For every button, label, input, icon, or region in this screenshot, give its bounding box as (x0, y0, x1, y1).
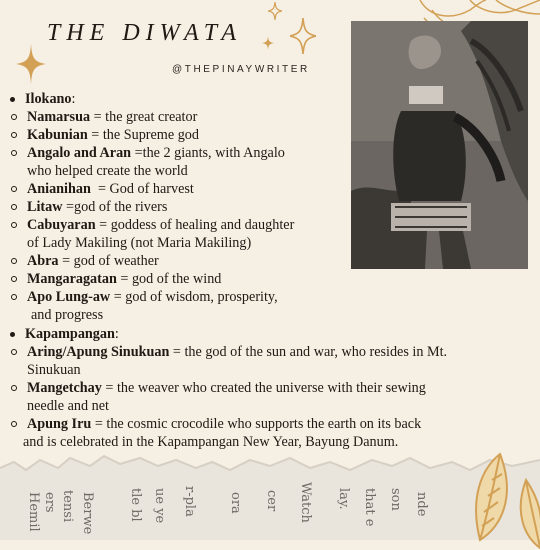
list-item (8, 415, 508, 451)
paper-word: Watch (298, 482, 313, 523)
paper-word: cer (264, 490, 279, 512)
deity-description-continued: and is celebrated in the Kapampangan New Year, Bayung Danum. (23, 434, 399, 450)
list-item (8, 288, 336, 324)
deity-name: Angalo and Aran (27, 145, 132, 161)
author-handle: @THEPINAYWRITER (172, 64, 310, 75)
deity-description: = goddess of healing and daughter (95, 217, 295, 233)
deity-description-continued: of Lady Makiling (not Maria Makiling) (27, 235, 252, 251)
deity-name: Aring/Apung Sinukuan (27, 344, 170, 360)
list-item (8, 379, 508, 415)
page-title: THE DIWATA (47, 20, 242, 46)
sparkle-icon (16, 44, 46, 84)
deity-name: Kabunian (27, 127, 88, 143)
group-heading-colon: : (114, 326, 119, 342)
deity-description: =the 2 giants, with Angalo (131, 145, 285, 161)
deity-name: Namarsua (27, 109, 91, 125)
deity-name: Abra (27, 253, 59, 269)
paper-word: Hemil (26, 492, 41, 532)
group-heading-colon: : (71, 91, 76, 107)
paper-word: ers (42, 492, 57, 513)
list-item (8, 108, 336, 126)
paper-word: son (388, 488, 403, 511)
deity-name: Cabuyaran (27, 217, 96, 233)
group-heading: Ilokano (25, 91, 72, 107)
deity-list (8, 90, 528, 451)
list-item (8, 252, 336, 270)
group-ilokano (8, 90, 528, 324)
deity-description-continued: and progress (31, 307, 104, 323)
list-item (8, 144, 336, 180)
deity-description: = God of harvest (90, 181, 194, 197)
paper-word: ora (228, 492, 243, 514)
group-kapampangan (8, 325, 528, 451)
deity-description-continued: Sinukuan (27, 362, 81, 378)
deity-name: Mangetchay (27, 380, 102, 396)
deity-description: = the weaver who created the universe with their sewing (101, 380, 426, 396)
deity-name: Anianihan (27, 181, 91, 197)
list-item (8, 343, 508, 379)
deity-description: = the cosmic crocodile who supports the earth on its back (91, 416, 422, 432)
deity-description-continued: who helped create the world (27, 163, 188, 179)
newspaper-strip-decoration (0, 452, 540, 540)
paper-word: that e (362, 488, 377, 527)
sparkle-icon (262, 36, 274, 50)
deity-description: = the Supreme god (87, 127, 199, 143)
list-item (8, 198, 336, 216)
deity-name: Apo Lung-aw (27, 289, 111, 305)
deity-description: = god of the wind (116, 271, 222, 287)
deity-description: = the great creator (90, 109, 198, 125)
deity-name: Apung Iru (27, 416, 92, 432)
deity-description: =god of the rivers (62, 199, 168, 215)
deity-description: = the god of the sun and war, who resides in Mt. (169, 344, 448, 360)
paper-word: Berwe (80, 492, 95, 535)
paper-word: tle bl (128, 488, 143, 522)
list-item (8, 270, 336, 288)
deity-description: = god of weather (58, 253, 159, 269)
deity-description-continued: needle and net (27, 398, 109, 414)
paper-word: ue ye (152, 488, 167, 524)
sparkle-icon (268, 2, 282, 20)
paper-word: tensi (60, 490, 75, 523)
list-item (8, 126, 336, 144)
paper-word: lay. (336, 488, 351, 510)
list-item (8, 180, 336, 198)
deity-description: = god of wisdom, prosperity, (110, 289, 278, 305)
deity-name: Litaw (27, 199, 63, 215)
list-item (8, 216, 336, 252)
paper-word: nde (414, 492, 429, 517)
deity-name: Mangaragatan (27, 271, 117, 287)
group-heading: Kapampangan (25, 326, 115, 342)
sparkle-icon (290, 18, 316, 54)
paper-word: r-pla (182, 486, 197, 517)
